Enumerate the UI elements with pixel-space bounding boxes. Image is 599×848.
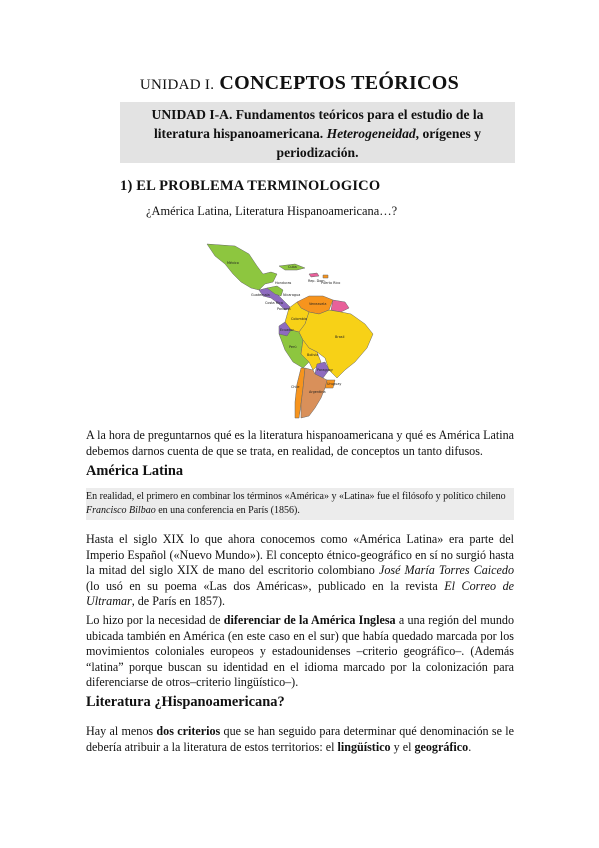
map-label-venezuela: Venezuela (309, 302, 327, 306)
p2-text-b: (lo usó en su poema «Las dos Américas», publicado en la revista (86, 578, 445, 593)
subunit-line-2 (120, 124, 515, 143)
p4-text-b: que se han seguido para determinar qué denominación se le debería atribuir a la literatura de estos territorios: el (86, 724, 514, 754)
map-region-rep-dom (309, 273, 319, 277)
section-heading-america-latina: América Latina (86, 463, 184, 479)
map-label-mexico: México (227, 261, 239, 265)
map-label-rep-dom: Rep. Dom. (308, 279, 326, 283)
map-label-guatemala: Guatemala (251, 293, 270, 297)
unit-prefix: UNIDAD I. (139, 77, 215, 93)
unit-title (0, 72, 599, 95)
map-label-ecuador: Ecuador (280, 328, 294, 332)
map-region-brasil (299, 310, 373, 378)
unit-heading: CONCEPTOS TEÓRICOS (219, 72, 460, 94)
map-region-puerto-rico (323, 275, 328, 278)
map-label-nicaragua: Nicaragua (283, 293, 301, 297)
map-label-chile: Chile (291, 385, 300, 389)
latin-america-map (205, 238, 375, 420)
p4-text-a: Hay al menos (86, 724, 157, 738)
note-emphasis: Francisco Bilbao (86, 505, 156, 516)
p3-text-b: a una región del mundo ubicada también en América (en este caso en el sur) que había quedado marcada por los movimientos coloniales europeos y estadounidenses –criterio geográfico–. (Además “latina” porque buscan su identidad en el idioma marcado por la colonización para diferenciarse de otros–criterio lingüístico–). (86, 613, 514, 690)
map-label-puerto-rico: Puerto Rico (321, 281, 341, 285)
section-heading-terminology: 1) EL PROBLEMA TERMINOLOGICO (120, 178, 381, 194)
subunit-line-3: periodización. (276, 145, 359, 160)
map-label-cuba: Cuba (288, 265, 297, 269)
map-label-panama: Panamá (277, 307, 291, 311)
map-label-uruguay: Uruguay (327, 382, 342, 386)
section-question: ¿América Latina, Literatura Hispanoamericana…? (146, 204, 398, 218)
p4-text-d: . (468, 739, 472, 754)
map-region-mexico (207, 244, 277, 290)
map-label-colombia: Colombia (291, 317, 307, 321)
p4-bold-geografico: geográfico (414, 739, 469, 754)
map-label-paraguay: Paraguay (317, 368, 333, 372)
note-text-a: En realidad, el primero en combinar los términos «América» y «Latina» fue el filósofo y político chileno (86, 491, 506, 502)
subunit-line-2a: literatura hispanoamericana. (154, 126, 327, 141)
paragraph-intro: A la hora de preguntarnos qué es la literatura hispanoamericana y qué es América Latina debemos darnos cuenta de que se trata, en realidad, de conceptos un tanto difusos. (86, 428, 514, 458)
p4-bold-criterios: dos criterios (156, 724, 221, 738)
p4-text-c: y el (390, 739, 415, 754)
map-label-honduras: Honduras (275, 281, 292, 285)
note-box (86, 488, 514, 520)
p3-bold: diferenciar de la América Inglesa (223, 613, 396, 627)
map-region-guyanas (331, 300, 349, 312)
map-label-brasil: Brasil (335, 335, 345, 339)
paragraph-criterios (86, 724, 514, 755)
note-text-b: en una conferencia en París (1856). (155, 505, 300, 516)
p3-text-a: Lo hizo por la necesidad de (86, 613, 224, 627)
map-label-peru: Perú (289, 345, 297, 349)
p2-text-a: Hasta el siglo XIX lo que ahora conocemos como «América Latina» era parte del Imperio Español («Nuevo Mundo»). El concepto étnico-geográfico en sí no surgió hasta la mitad del siglo XIX de mano del escritorio colombiano (86, 532, 514, 578)
section-heading-literatura: Literatura ¿Hispanoamericana? (86, 694, 285, 710)
map-label-costa-rica: Costa Rica (265, 301, 283, 305)
subunit-line-2b: , orígenes y (415, 126, 481, 141)
map-label-bolivia: Bolivia (307, 353, 319, 357)
p2-text-c: , de París en 1857). (131, 594, 226, 609)
p4-bold-linguistico: lingüístico (337, 739, 391, 754)
p2-emphasis-author: José María Torres Caicedo (378, 563, 514, 578)
p2-emphasis-journal: El Correo de Ultramar (86, 578, 515, 609)
subunit-emphasis: Heterogeneidad (326, 126, 416, 141)
paragraph-diferenciar (86, 613, 514, 691)
subunit-line-1: UNIDAD I-A. Fundamentos teóricos para el estudio de la (151, 107, 484, 122)
subunit-box (120, 102, 515, 163)
paragraph-siglo-xix (86, 532, 514, 610)
map-label-argentina: Argentina (309, 390, 326, 394)
